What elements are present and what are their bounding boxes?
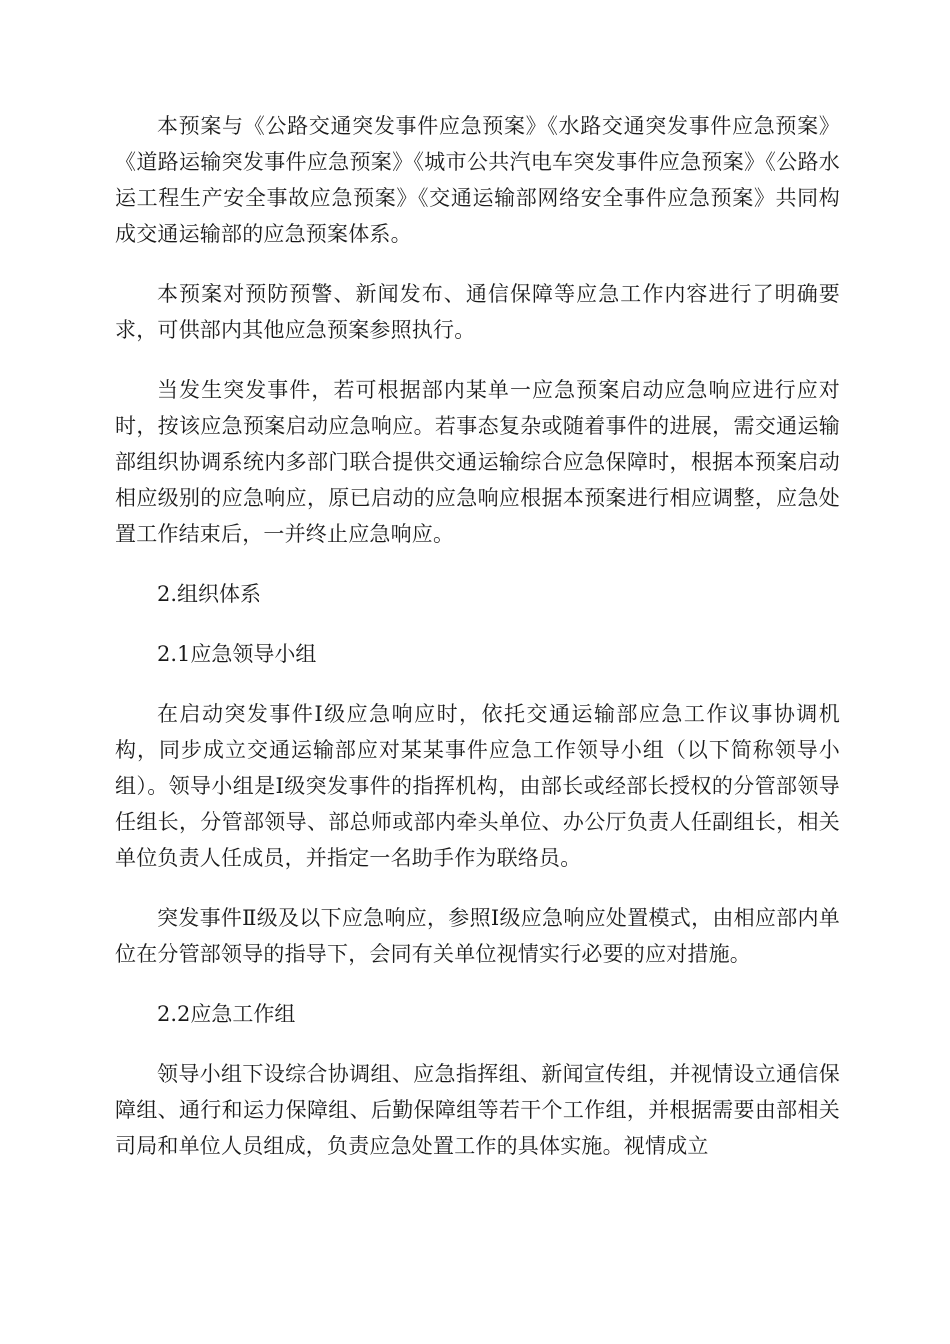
paragraph-plan-requirements: 本预案对预防预警、新闻发布、通信保障等应急工作内容进行了明确要求，可供部内其他应急预案参照执行。: [115, 282, 840, 342]
paragraph-working-groups: 领导小组下设综合协调组、应急指挥组、新闻宣传组，并视情设立通信保障组、通行和运力保障组、后勤保障组等若干个工作组，并根据需要由部相关司局和单位人员组成，负责应急处置工作的具体实施。视情成立: [115, 1062, 840, 1158]
paragraph-plan-system: 本预案与《公路交通突发事件应急预案》《水路交通突发事件应急预案》《道路运输突发事件应急预案》《城市公共汽电车突发事件应急预案》《公路水运工程生产安全事故应急预案》《交通运输部网络安全事件应急预案》共同构成交通运输部的应急预案体系。: [115, 114, 840, 246]
subsection-heading-working-groups: 2.2应急工作组: [157, 1002, 296, 1026]
document-body: [115, 108, 840, 1188]
paragraph-level-two-response: 突发事件Ⅱ级及以下应急响应，参照Ⅰ级应急响应处置模式，由相应部内单位在分管部领导的指导下，会同有关单位视情实行必要的应对措施。: [115, 906, 840, 966]
paragraph-leadership-group: 在启动突发事件Ⅰ级应急响应时，依托交通运输部应急工作议事协调机构，同步成立交通运输部应对某某事件应急工作领导小组（以下简称领导小组）。领导小组是Ⅰ级突发事件的指挥机构，由部长或经部长授权的分管部领导任组长，分管部领导、部总师或部内牵头单位、办公厅负责人任副组长，相关单位负责人任成员，并指定一名助手作为联络员。: [115, 702, 840, 870]
subsection-heading-leadership-group: 2.1应急领导小组: [157, 642, 317, 666]
paragraph-response-activation: 当发生突发事件，若可根据部内某单一应急预案启动应急响应进行应对时，按该应急预案启动应急响应。若事态复杂或随着事件的进展，需交通运输部组织协调系统内多部门联合提供交通运输综合应急保障时，根据本预案启动相应级别的应急响应，原已启动的应急响应根据本预案进行相应调整，应急处置工作结束后，一并终止应急响应。: [115, 378, 840, 546]
section-heading-organization: 2.组织体系: [157, 582, 262, 606]
